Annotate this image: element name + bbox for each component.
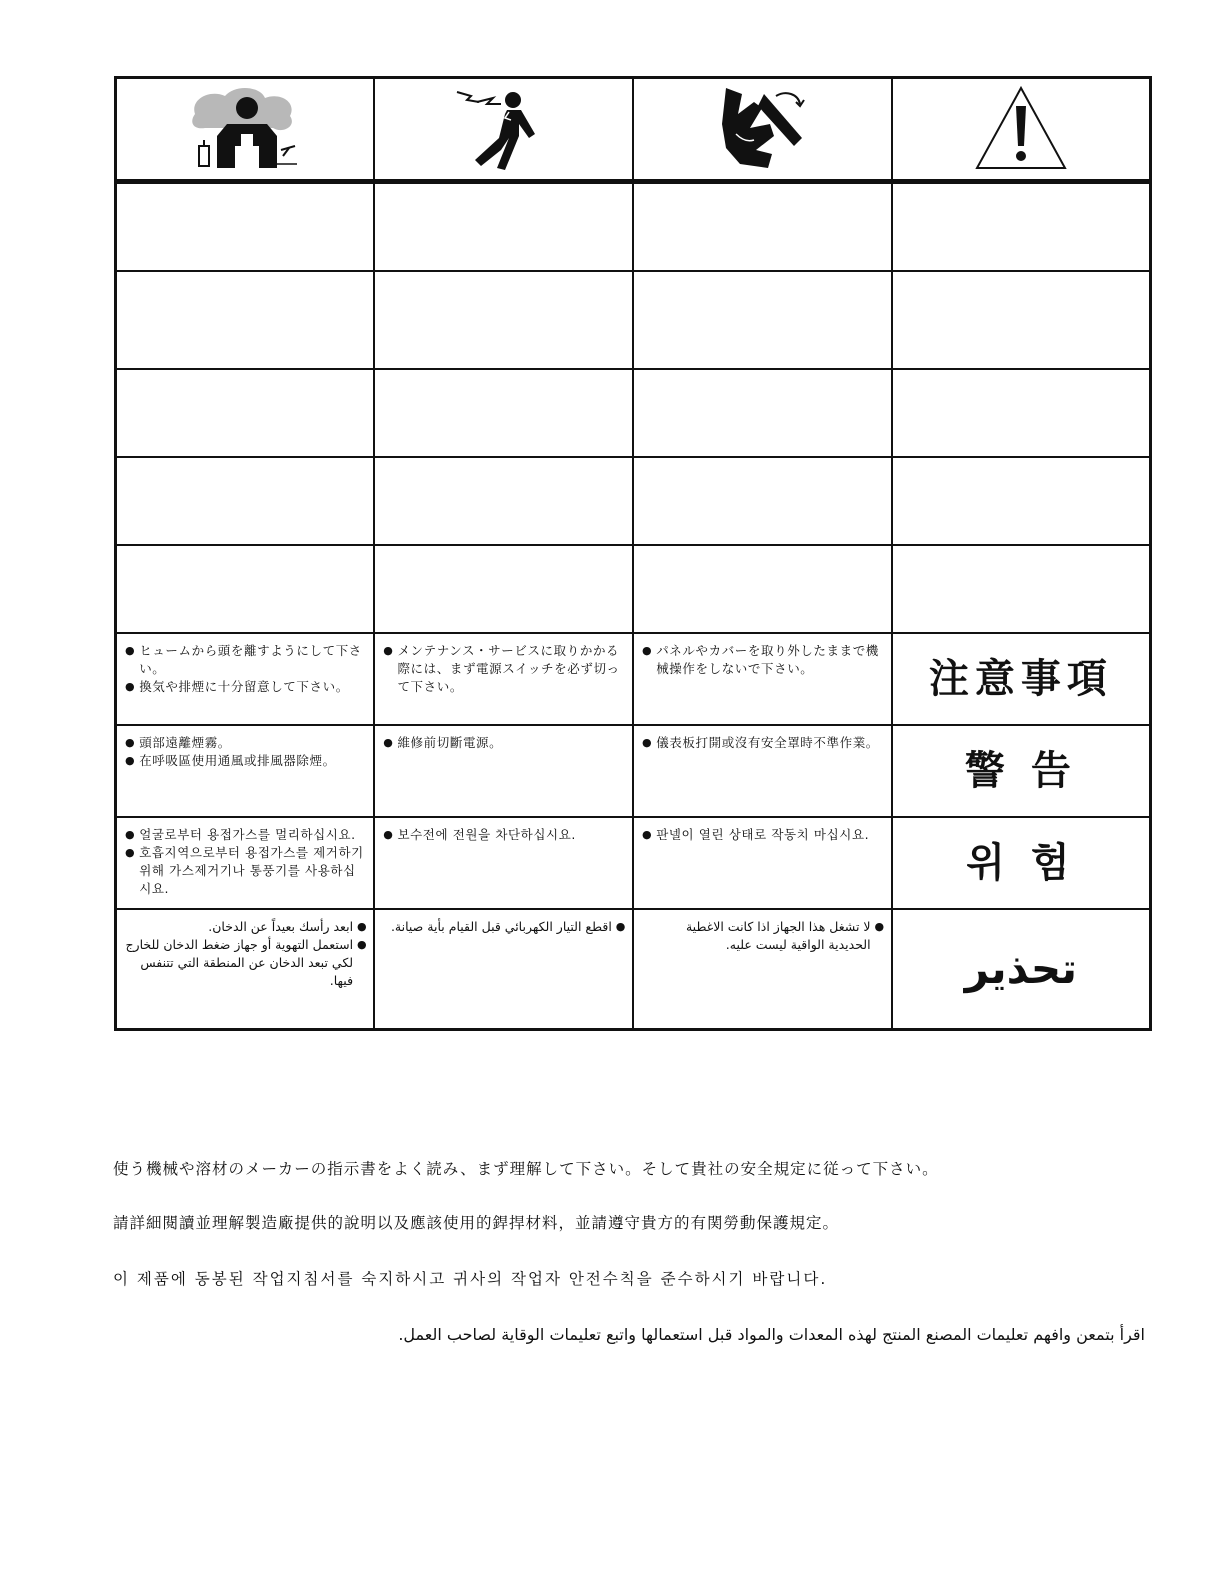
blank-cell [633, 545, 892, 633]
bullet: ● [357, 920, 368, 933]
arabic-fumes-2: استعمل التهوية أو جهاز ضغط الدخان للخارج لكي تبعد الدخان عن المنطقة التي تتنفس فيها. [125, 937, 354, 988]
arabic-fumes-cell [116, 909, 375, 1030]
blank-cell [892, 271, 1151, 369]
blank-cell [892, 457, 1151, 545]
japanese-fumes-cell [116, 633, 375, 725]
arabic-fumes-1: ابعد رأسك بعيداً عن الدخان. [208, 919, 354, 934]
japanese-fumes-1: ヒュームから頭を離すようにして下さい。 [139, 643, 362, 676]
bullet: ● [642, 828, 653, 841]
blank-cell [374, 369, 633, 457]
bullet: ● [125, 680, 136, 693]
blank-row [116, 545, 1151, 633]
chinese-fumes-cell [116, 725, 375, 817]
electric-shock-cell [374, 78, 633, 182]
chinese-parts-cell [633, 725, 892, 817]
arabic-shock-cell [374, 909, 633, 1030]
bullet: ● [642, 644, 653, 657]
japanese-heading: 注意事項 [928, 656, 1113, 702]
chinese-shock-cell [374, 725, 633, 817]
blank-cell [374, 545, 633, 633]
moving-parts-icon [712, 84, 812, 174]
korean-fumes-cell [116, 817, 375, 909]
japanese-row [116, 633, 1151, 725]
japanese-parts-1: パネルやカバーを取り外したままで機械操作をしないで下さい。 [656, 643, 879, 676]
footer-chinese: 請詳細閱讀並理解製造廠提供的說明以及應該使用的銲捍材料，並請遵守貴方的有関勞動保護規定。 [113, 1214, 840, 1232]
chinese-fumes-1: 頭部遠離煙霧。 [139, 735, 231, 750]
bullet: ● [642, 736, 653, 749]
japanese-parts-cell [633, 633, 892, 725]
blank-row [116, 271, 1151, 369]
blank-cell [633, 457, 892, 545]
bullet: ● [357, 938, 368, 951]
chinese-row [116, 725, 1151, 817]
bullet: ● [383, 828, 394, 841]
bullet: ● [383, 736, 394, 749]
japanese-fumes-2: 換気や排煙に十分留意して下さい。 [139, 679, 349, 694]
japanese-shock-1: メンテナンス・サービスに取りかかる際には、まず電源スイッチを必ず切って下さい。 [397, 643, 620, 694]
icon-row [116, 78, 1151, 182]
fumes-cell [116, 78, 375, 182]
safety-warning-table [114, 76, 1152, 1031]
bullet: ● [615, 920, 626, 933]
korean-parts-cell [633, 817, 892, 909]
arabic-row [116, 909, 1151, 1030]
blank-cell [116, 182, 375, 272]
chinese-parts-1: 儀表板打開或沒有安全罩時不準作業。 [656, 735, 879, 750]
blank-cell [892, 545, 1151, 633]
electric-shock-icon [449, 84, 559, 174]
blank-cell [374, 182, 633, 272]
korean-fumes-1: 얼굴로부터 용접가스를 멀리하십시요. [139, 827, 356, 842]
japanese-shock-cell [374, 633, 633, 725]
blank-cell [633, 182, 892, 272]
blank-cell [116, 457, 375, 545]
korean-heading: 위 험 [966, 840, 1076, 886]
warning-cell [892, 78, 1151, 182]
korean-fumes-2: 호흡지역으로부터 용접가스를 제거하기 위해 가스제거기나 통풍기를 사용하십시요. [139, 845, 364, 896]
footer-japanese: 使う機械や溶材のメーカーの指示書をよく読み、まず理解して下さい。そして貴社の安全規定に従って下さい。 [113, 1160, 939, 1178]
korean-parts-1: 판넬이 열린 상태로 작동치 마십시요. [656, 827, 870, 842]
blank-cell [116, 545, 375, 633]
arabic-heading-cell [892, 909, 1151, 1030]
chinese-shock-1: 維修前切斷電源。 [397, 735, 503, 750]
footer-arabic: اقرأ بتمعن وافهم تعليمات المصنع المنتج لهذه المعدات والمواد قبل استعمالها واتبع تعليمات الوقاية لصاحب العمل. [398, 1325, 1145, 1344]
korean-shock-cell [374, 817, 633, 909]
japanese-heading-cell [892, 633, 1151, 725]
bullet: ● [383, 644, 394, 657]
bullet: ● [125, 828, 136, 841]
chinese-heading: 警 告 [964, 748, 1077, 794]
bullet: ● [125, 754, 136, 767]
bullet: ● [125, 644, 136, 657]
korean-shock-1: 보수전에 전원을 차단하십시요. [397, 827, 576, 842]
chinese-fumes-2: 在呼吸區使用通風或排風器除煙。 [139, 753, 336, 768]
blank-row [116, 182, 1151, 272]
blank-cell [374, 457, 633, 545]
chinese-heading-cell [892, 725, 1151, 817]
arabic-parts-cell [633, 909, 892, 1030]
korean-row [116, 817, 1151, 909]
footer-korean: 이 제품에 동봉된 작업지침서를 숙지하시고 귀사의 작업자 안전수칙을 준수하시기 바랍니다. [113, 1270, 828, 1288]
arabic-shock-1: اقطع التيار الكهربائي قبل القيام بأية صيانة. [390, 919, 612, 934]
blank-cell [116, 271, 375, 369]
arabic-parts-1: لا تشغل هذا الجهاز اذا كانت الاغطية الحديدية الواقية ليست عليه. [685, 919, 871, 952]
blank-cell [116, 369, 375, 457]
bullet: ● [874, 920, 885, 933]
moving-parts-cell [633, 78, 892, 182]
blank-cell [374, 271, 633, 369]
blank-row [116, 457, 1151, 545]
bullet: ● [125, 846, 136, 859]
blank-cell [892, 182, 1151, 272]
blank-cell [633, 369, 892, 457]
warning-triangle-icon [971, 84, 1071, 174]
arabic-heading: تحذير [964, 944, 1077, 993]
bullet: ● [125, 736, 136, 749]
blank-cell [633, 271, 892, 369]
blank-row [116, 369, 1151, 457]
korean-heading-cell [892, 817, 1151, 909]
fumes-icon [185, 84, 305, 174]
blank-cell [892, 369, 1151, 457]
